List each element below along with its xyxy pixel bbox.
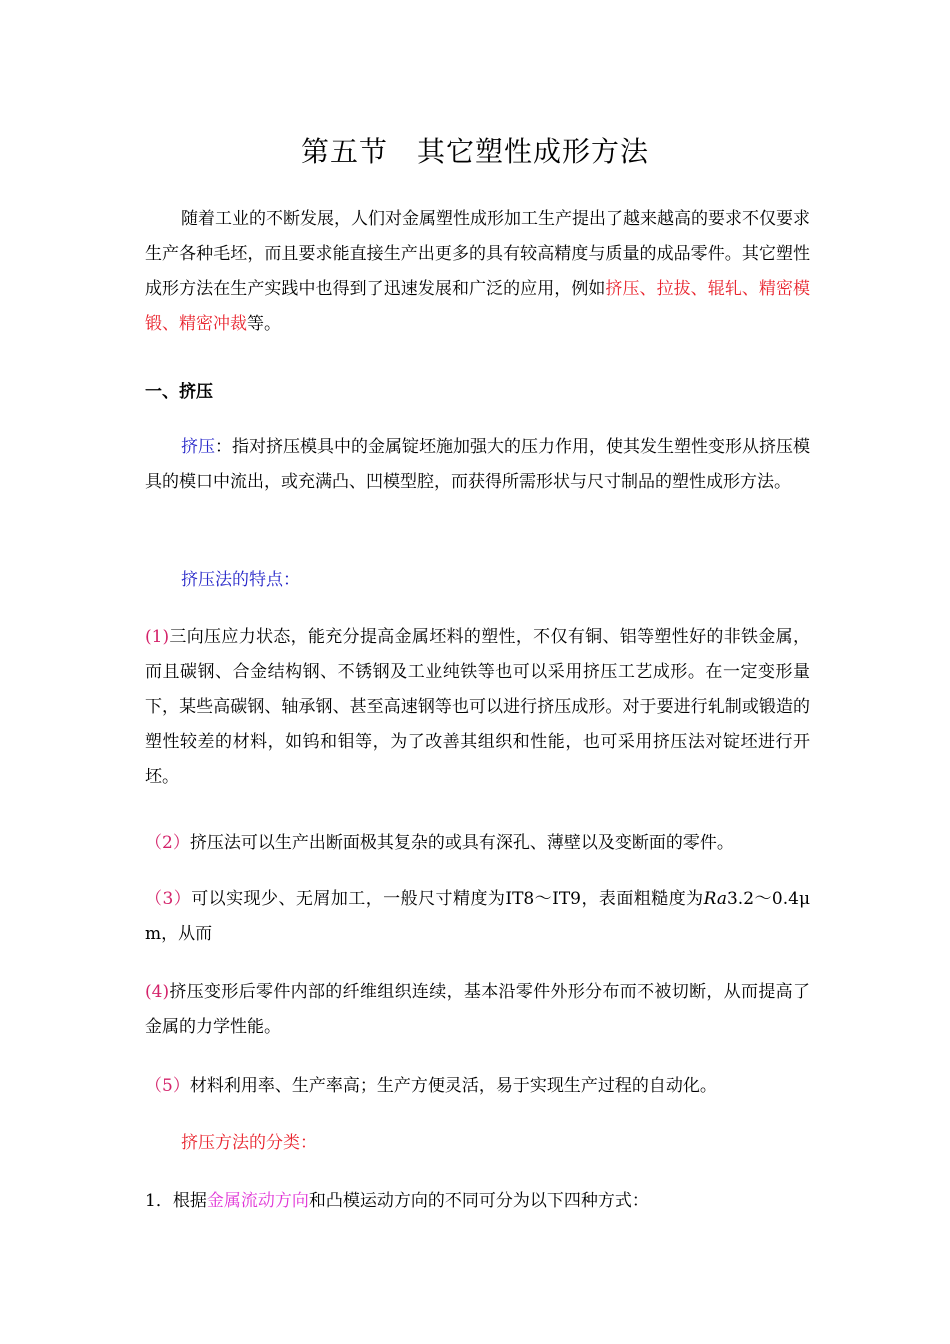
- feature-item-1: [145, 620, 810, 795]
- classification-heading: 挤压方法的分类：: [181, 1133, 317, 1153]
- definition-paragraph: [145, 430, 810, 500]
- feature-3-number: （3）: [145, 889, 192, 909]
- section-heading-extrusion: 一、挤压: [145, 382, 213, 402]
- intro-paragraph: [145, 202, 810, 342]
- intro-tail: 等。: [247, 314, 281, 334]
- feature-2-text: 挤压法可以生产出断面极其复杂的或具有深孔、薄壁以及变断面的零件。: [189, 833, 734, 853]
- feature-1-number: (1): [145, 627, 170, 647]
- classification-1-number: 1．: [145, 1191, 173, 1211]
- feature-1-text: 三向压应力状态，能充分提高金属坯料的塑性，不仅有铜、铝等塑性好的非铁金属，而且碳钢、合金结构钢、不锈钢及工业纯铁等也可以采用挤压工艺成形。在一定变形量下，某些高碳钢、轴承钢、甚至高速钢等也可以进行挤压成形。对于要进行轧制或锻造的塑性较差的材料，如钨和钼等，为了改善其组织和性能，也可采用挤压法对锭坯进行开坯。: [145, 627, 810, 787]
- feature-item-2: [145, 826, 810, 861]
- feature-5-number: （5）: [145, 1076, 190, 1096]
- feature-4-text: 挤压变形后零件内部的纤维组织连续，基本沿零件外形分布而不被切断，从而提高了金属的力学性能。: [145, 982, 810, 1037]
- feature-2-number: （2）: [145, 833, 190, 853]
- classification-1-pre: 根据: [172, 1191, 207, 1211]
- definition-text: ：指对挤压模具中的金属锭坯施加强大的压力作用，使其发生塑性变形从挤压模具的模口中流出，或充满凸、凹模型腔，而获得所需形状与尺寸制品的塑性成形方法。: [145, 437, 810, 492]
- feature-item-3: [145, 882, 810, 952]
- features-heading: 挤压法的特点：: [181, 570, 300, 590]
- classification-1-post: 和凸模运动方向的不同可分为以下四种方式：: [308, 1191, 649, 1211]
- feature-3-text-a: 可以实现少、无屑加工，一般尺寸精度为IT8～IT9，表面粗糙度为: [191, 889, 704, 909]
- intro-methods: 挤压、拉拔、辊轧、精密模锻、精密冲裁: [145, 279, 811, 334]
- feature-item-5: [145, 1069, 810, 1104]
- classification-1-highlight: 金属流动方向: [206, 1191, 309, 1211]
- feature-3-ra: Ra: [703, 889, 727, 909]
- intro-text: 随着工业的不断发展，人们对金属塑性成形加工生产提出了越来越高的要求不仅要求生产各种毛坯，而且要求能直接生产出更多的具有较高精度与质量的成品零件。其它塑性成形方法在生产实践中也得到了迅速发展和广泛的应用，例如: [145, 209, 810, 299]
- classification-item-1: [145, 1184, 810, 1219]
- feature-item-4: [145, 975, 810, 1045]
- feature-5-text: 材料利用率、生产率高；生产方便灵活，易于实现生产过程的自动化。: [189, 1076, 717, 1096]
- definition-term: 挤压: [181, 437, 215, 457]
- page-title: 第五节 其它塑性成形方法: [300, 135, 649, 168]
- feature-3-text-b: 3.2～0.4μ m，从而: [145, 889, 810, 944]
- feature-4-number: (4): [145, 982, 170, 1002]
